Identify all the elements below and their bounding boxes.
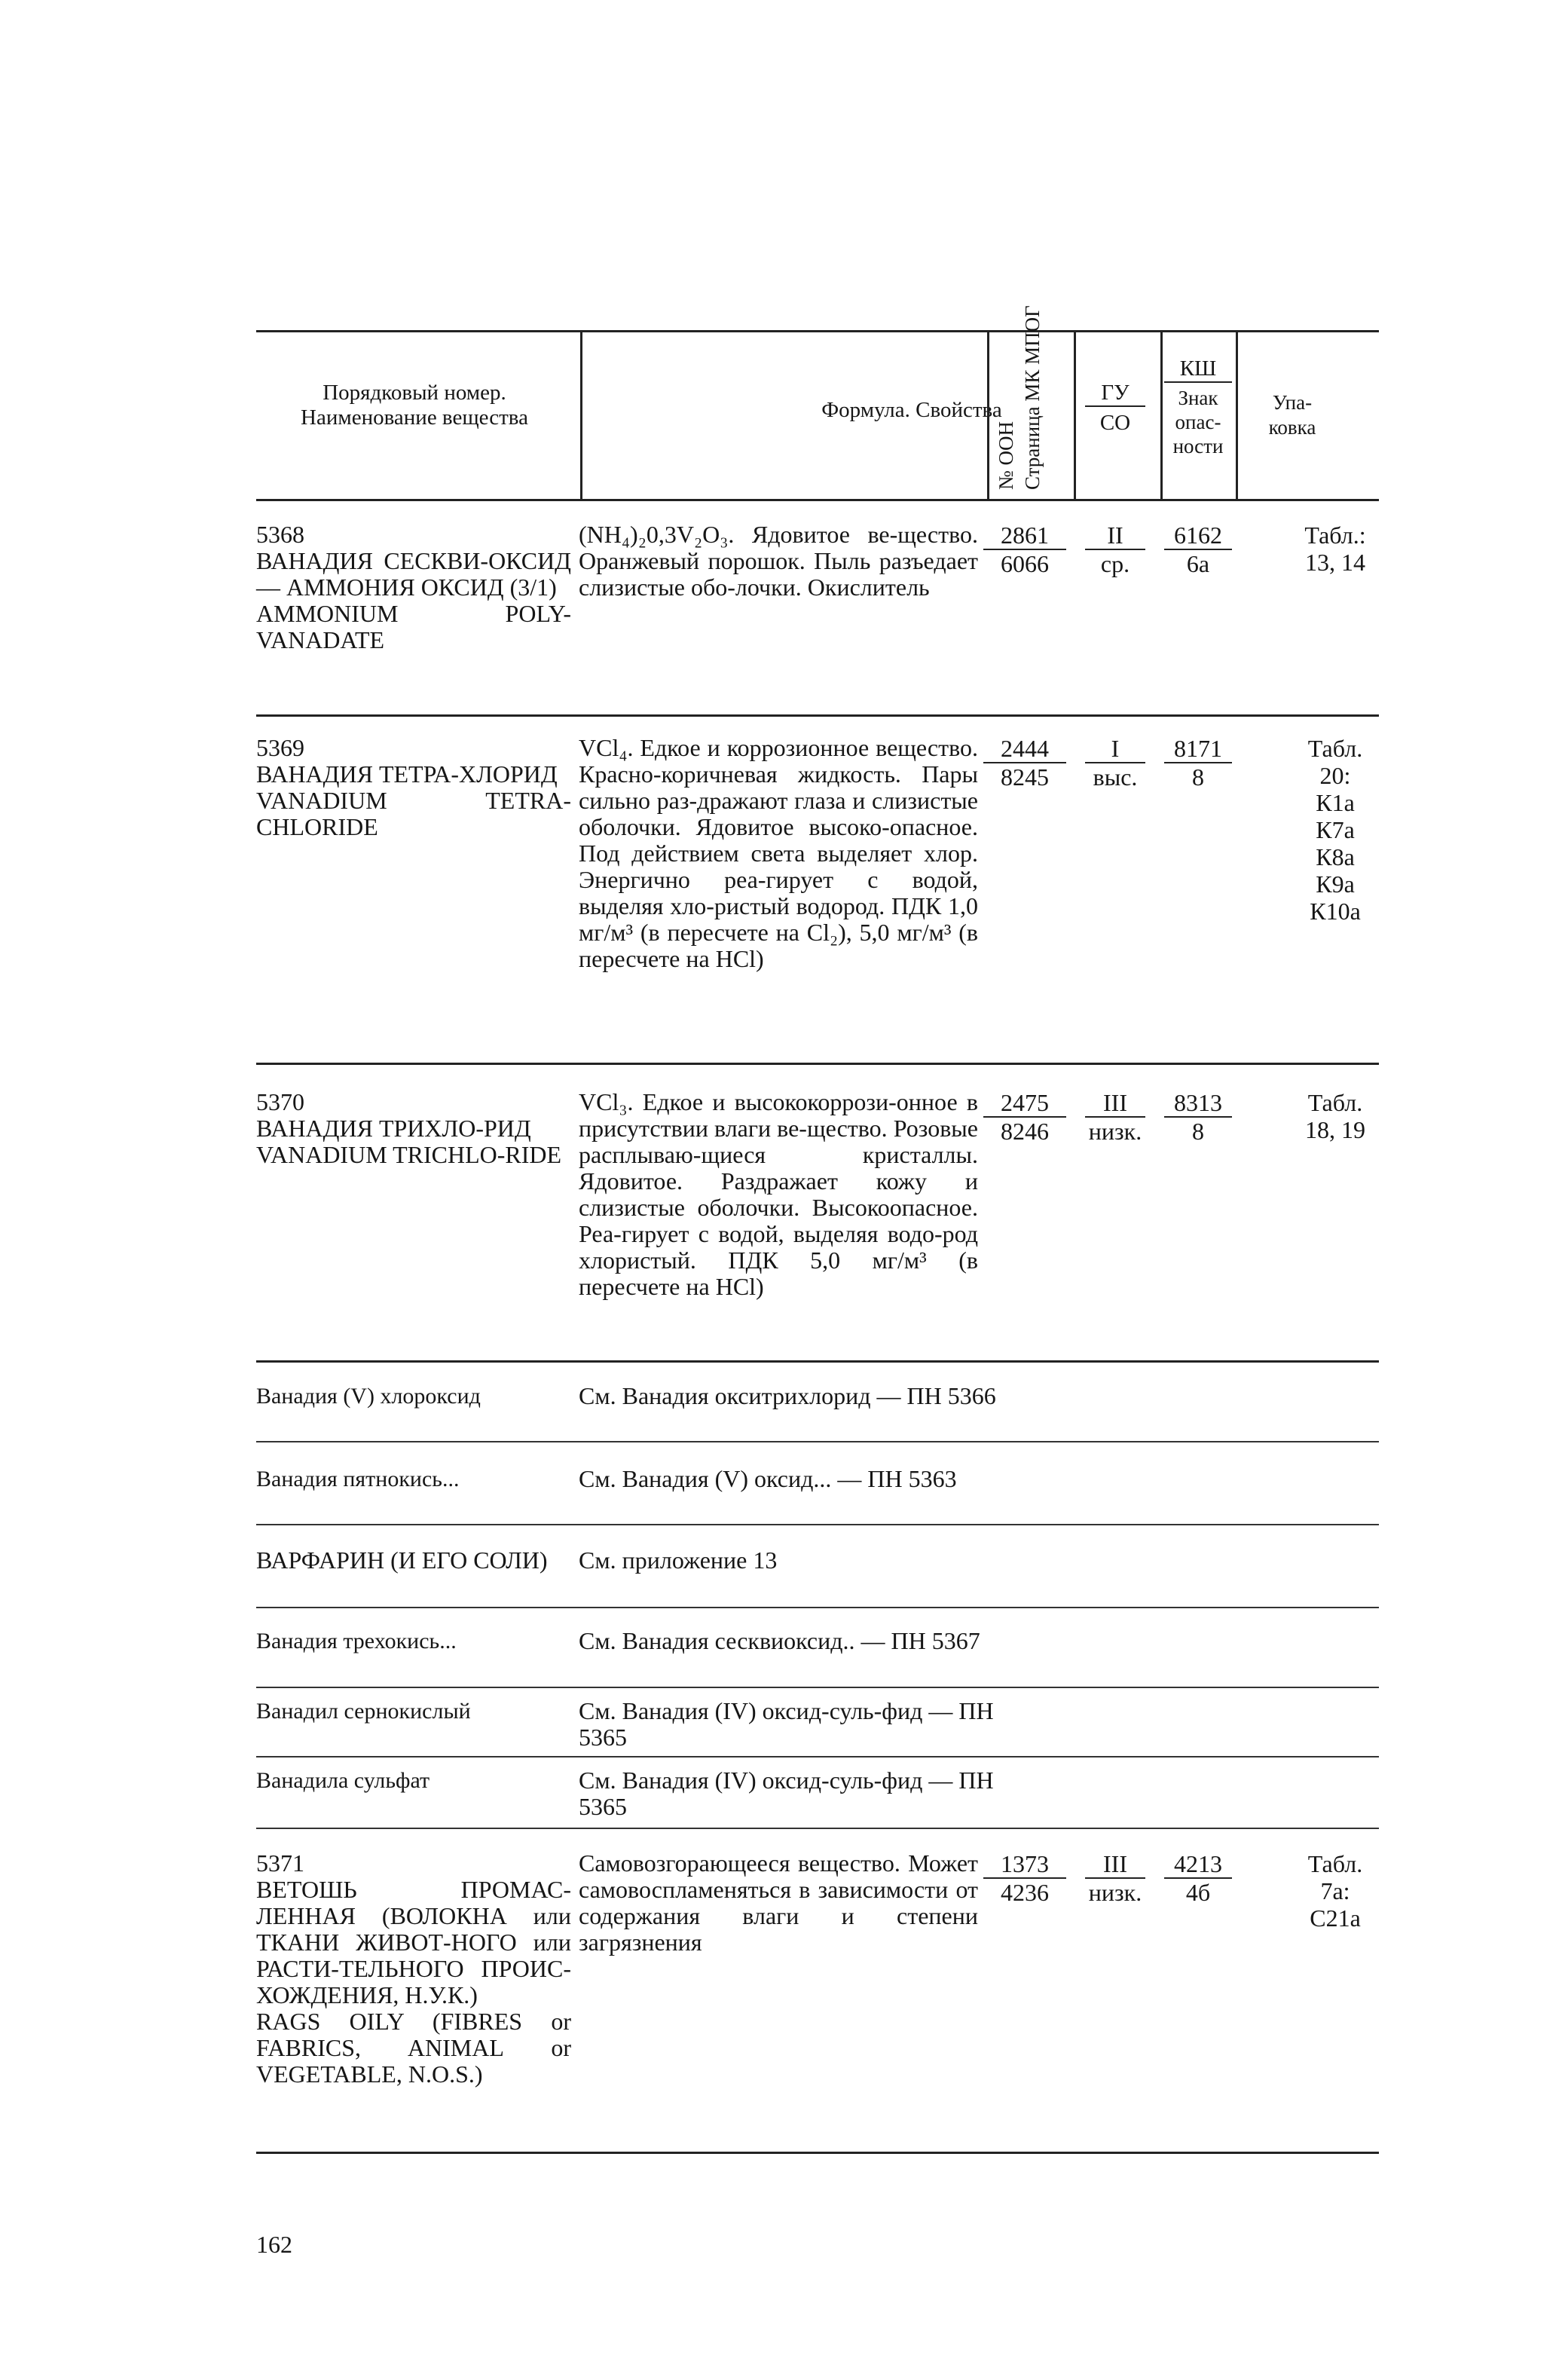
entry-pack: Табл. 7а: С21а xyxy=(1307,1850,1363,1932)
entry-separator xyxy=(256,714,1379,717)
entry-co: низк. xyxy=(1088,1118,1142,1145)
entry-number: 5368 xyxy=(256,521,304,548)
entry-pack: Табл. 20: К1а К7а К8а К9а К10а xyxy=(1307,735,1363,925)
page-number: 162 xyxy=(256,2231,292,2258)
entry-properties: VCl₄. Едкое и коррозионное вещество. Красно-коричневая жидкость. Пары сильно раз-дражают глаза и слизистые оболочки. Ядовитое высоко-опасное. Под действием света выделяет хлор. Энергично реа-гирует с водой, выделяя хло-ристый водород. ПДК 1,0 мг/м³ (в пересчете на Cl₂), 5,0 мг/м³ (в пересчете на HCl) xyxy=(579,734,978,972)
xref-separator xyxy=(256,1756,1379,1757)
header-bottom-rule xyxy=(256,499,1379,501)
entry-ksh-sign xyxy=(1164,522,1232,577)
xref-ref: См. приложение 13 xyxy=(579,1546,778,1574)
header-divider xyxy=(1160,332,1163,499)
page-bottom-rule xyxy=(256,2152,1379,2154)
entry-gu: III xyxy=(1085,1089,1145,1118)
entry-ksh: 8171 xyxy=(1164,735,1232,763)
entry-oon-page xyxy=(983,735,1066,791)
entry-ksh-sign xyxy=(1164,1089,1232,1145)
header-name: Порядковый номер. Наименование вещества xyxy=(301,381,528,430)
entry-oon-page xyxy=(983,1850,1066,1906)
xref-separator xyxy=(256,1687,1379,1688)
header-gu: ГУ xyxy=(1085,381,1145,407)
entry-oon-page xyxy=(983,1089,1066,1145)
entry-gu: I xyxy=(1085,735,1145,763)
entry-gu: II xyxy=(1085,522,1145,550)
header-pack: Упа-ковка xyxy=(1268,391,1316,439)
entry-page: 4236 xyxy=(1001,1879,1049,1906)
header-page: Страница МК МПОГ xyxy=(1021,305,1044,490)
header-divider xyxy=(1236,332,1238,499)
entry-gu-co xyxy=(1085,735,1145,791)
entry-name-ru: ВЕТОШЬ ПРОМАС-ЛЕННАЯ (ВОЛОКНА или ТКАНИ ЖИВОТ-НОГО или РАСТИ-ТЕЛЬНОГО ПРОИС-ХОЖДЕНИЯ, Н.У.К.) xyxy=(256,1876,571,2008)
entry-page: 8246 xyxy=(1001,1118,1049,1145)
xref-name: Ванадия пятнокись... xyxy=(256,1467,460,1491)
entry-ksh: 4213 xyxy=(1164,1850,1232,1879)
entry-gu-co xyxy=(1085,522,1145,577)
entry-oon: 2861 xyxy=(983,522,1066,550)
entry-gu-co xyxy=(1085,1850,1145,1906)
xref-separator xyxy=(256,1441,1379,1442)
xref-name: Ванадила сульфат xyxy=(256,1768,430,1793)
entry-properties: Самовозгорающееся вещество. Может самовоспламеняться в зависимости от содержания влаги и степени загрязнения xyxy=(579,1849,978,1956)
entry-properties: VCl₃. Едкое и высококоррози-онное в присутствии влаги ве-щество. Розовые расплываю-щиеся кристаллы. Ядовитое. Раздражает кожу и слизистые оболочки. Высокоопасное. Реа-гирует с водой, выделяя водо-род хлористый. ПДК 5,0 мг/м³ (в пересчете на HCl) xyxy=(579,1088,978,1300)
document-page xyxy=(256,0,1379,2380)
xref-ref: См. Ванадия окситрихлорид — ПН 5366 xyxy=(579,1382,996,1409)
xref-name: Ванадия (V) хлороксид xyxy=(256,1384,481,1409)
xref-ref: См. Ванадия (V) оксид... — ПН 5363 xyxy=(579,1465,957,1492)
entry-co: низк. xyxy=(1088,1879,1142,1906)
xref-ref: См. Ванадия сесквиоксид.. — ПН 5367 xyxy=(579,1627,980,1654)
entry-oon: 2475 xyxy=(983,1089,1066,1118)
xref-ref: См. Ванадия (IV) оксид-суль-фид — ПН 5365 xyxy=(579,1767,994,1820)
xref-separator xyxy=(256,1524,1379,1525)
entry-oon: 1373 xyxy=(983,1850,1066,1879)
entry-sign: 6а xyxy=(1186,550,1210,577)
xref-separator xyxy=(256,1828,1379,1829)
entry-number: 5370 xyxy=(256,1088,304,1115)
entry-name-en: VANADIUM TRICHLO-RIDE xyxy=(256,1141,562,1168)
entry-number: 5369 xyxy=(256,734,304,761)
header-ksh: КШ xyxy=(1164,356,1232,383)
entry-name-en: VANADIUM TETRA-CHLORIDE xyxy=(256,787,571,840)
entry-gu: III xyxy=(1085,1850,1145,1879)
entry-name-en: RAGS OILY (FIBRES or FABRICS, ANIMAL or VEGETABLE, N.O.S.) xyxy=(256,2008,571,2088)
entry-separator xyxy=(256,1360,1379,1363)
entry-number: 5371 xyxy=(256,1849,304,1877)
entry-name-ru: ВАНАДИЯ ТРИХЛО-РИД xyxy=(256,1115,531,1142)
xref-name: ВАРФАРИН (И ЕГО СОЛИ) xyxy=(256,1546,548,1574)
header-co: СО xyxy=(1099,411,1131,435)
header-formula: Формула. Свойства xyxy=(821,398,1002,422)
entry-sign: 8 xyxy=(1192,1118,1204,1145)
entry-separator xyxy=(256,1063,1379,1065)
xref-name: Ванадил сернокислый xyxy=(256,1699,471,1724)
entry-pack: Табл.: 13, 14 xyxy=(1304,522,1366,576)
entry-name-en: AMMONIUM POLY-VANADATE xyxy=(256,600,571,653)
entry-oon-page xyxy=(983,522,1066,577)
entry-ksh: 8313 xyxy=(1164,1089,1232,1118)
entry-sign: 8 xyxy=(1192,763,1204,791)
xref-separator xyxy=(256,1607,1379,1608)
header-divider xyxy=(1074,332,1076,499)
header-sign: Знак опас-ности xyxy=(1172,387,1224,457)
entry-name-ru: ВАНАДИЯ СЕСКВИ-ОКСИД — АММОНИЯ ОКСИД (3/1) xyxy=(256,547,571,601)
xref-ref: См. Ванадия (IV) оксид-суль-фид — ПН 5365 xyxy=(579,1697,994,1751)
entry-page: 8245 xyxy=(1001,763,1049,791)
entry-co: ср. xyxy=(1100,550,1130,577)
entry-oon: 2444 xyxy=(983,735,1066,763)
entry-co: выс. xyxy=(1093,763,1138,791)
entry-name-ru: ВАНАДИЯ ТЕТРА-ХЛОРИД xyxy=(256,760,558,788)
xref-name: Ванадия трехокись... xyxy=(256,1629,457,1653)
entry-page: 6066 xyxy=(1001,550,1049,577)
entry-ksh: 6162 xyxy=(1164,522,1232,550)
entry-ksh-sign xyxy=(1164,1850,1232,1906)
entry-pack: Табл. 18, 19 xyxy=(1305,1089,1365,1143)
entry-gu-co xyxy=(1085,1089,1145,1145)
entry-sign: 4б xyxy=(1185,1879,1211,1906)
header-top-rule xyxy=(256,330,1379,332)
entry-properties: (NH₄)₂0,3V₂O₃. Ядовитое ве-щество. Оранжевый порошок. Пыль разъедает слизистые обо-лочки. Окислитель xyxy=(579,521,978,601)
header-divider xyxy=(987,332,989,499)
header-oon: № ООН xyxy=(995,421,1017,490)
entry-ksh-sign xyxy=(1164,735,1232,791)
